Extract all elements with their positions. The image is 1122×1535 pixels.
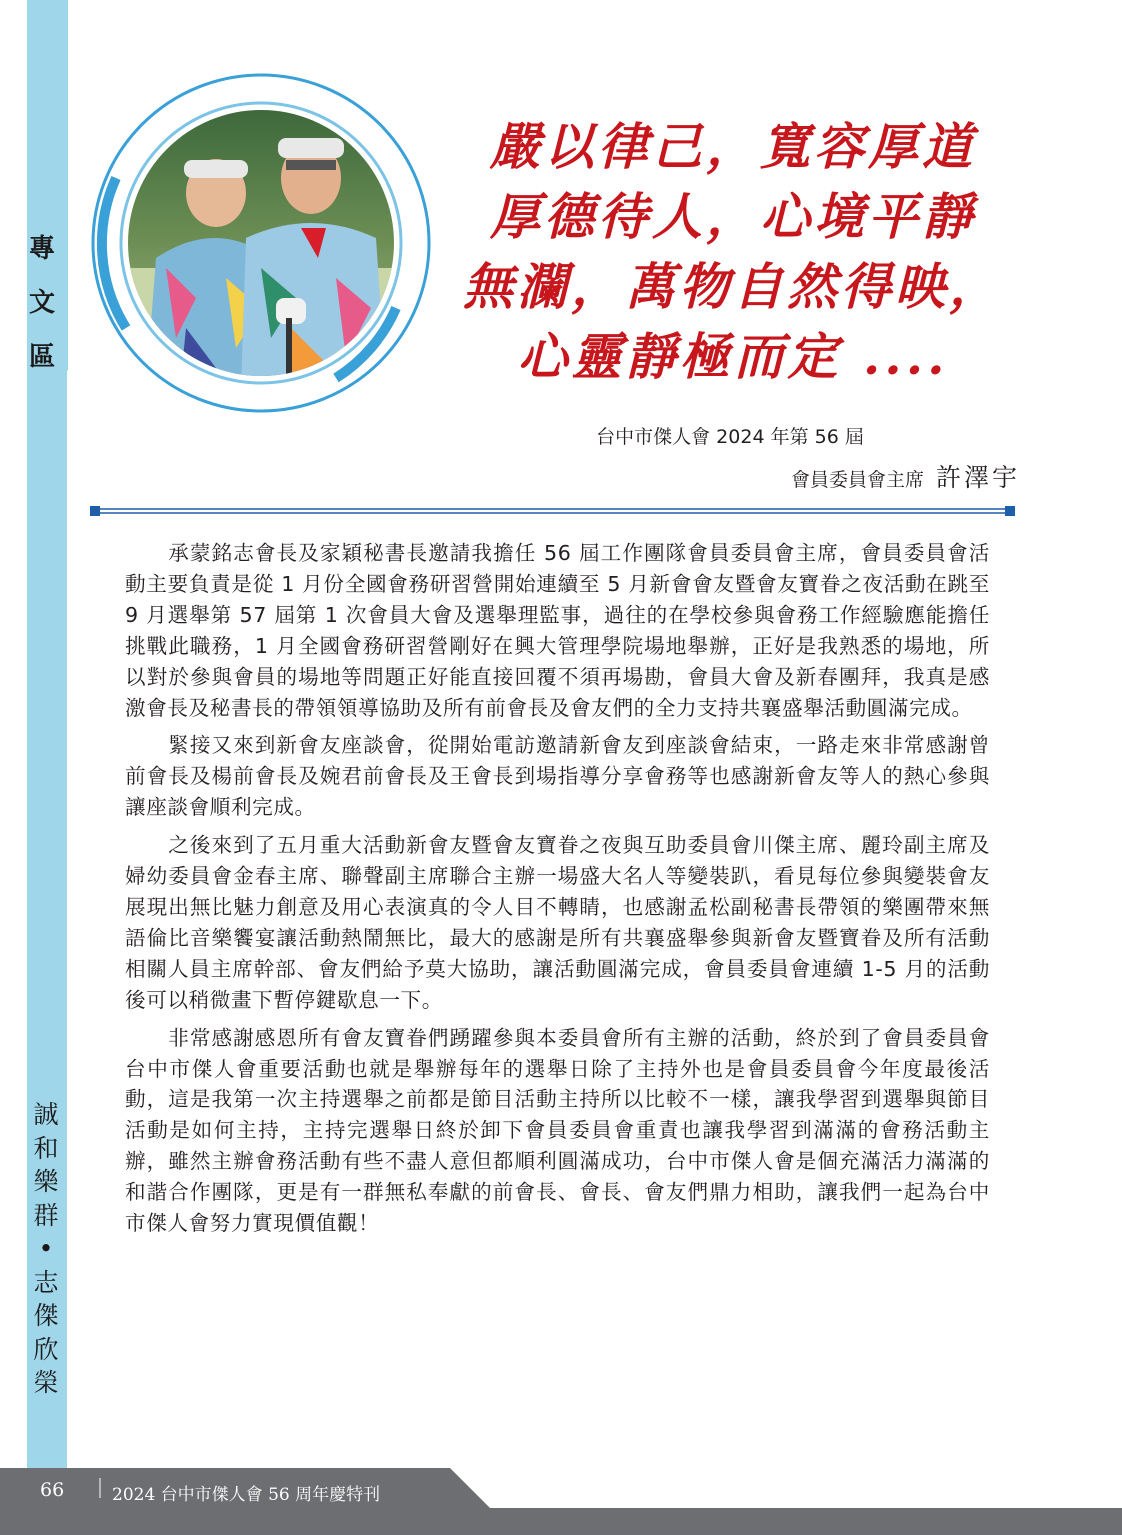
- paragraph: 承蒙銘志會長及家穎秘書長邀請我擔任 56 屆工作團隊會員委員會主席，會員委員會活動主要負責是從 1 月份全國會務研習營開始連續至 5 月新會會友暨會友寶眷之夜活動在跳至 9 月選舉第 57 屆第 1 次會員大會及選舉理監事，過往的在學校參與會務工作經驗應能擔任挑戰此職務，1 月全國會務研習營剛好在興大管理學院場地舉辦，正好是我熟悉的場地，所以對於參與會員的場地等問題正好能直接回覆不須再場勘，會員大會及新春團拜，我真是感激會長及秘書長的帶領領導協助及所有前會長及會友們的全力支持共襄盛舉活動圓滿完成。: [125, 541, 990, 720]
- author-photo: [86, 68, 436, 418]
- byline-org: 台中市傑人會 2024 年第 56 屆: [596, 426, 864, 448]
- title-line: 嚴以律己，寬容厚道: [490, 117, 976, 176]
- author-name: 許澤宇: [935, 463, 1020, 492]
- portrait-photo-icon: [86, 68, 436, 418]
- paragraph: 非常感謝感恩所有會友寶眷們踴躍參與本委員會所有主辦的活動，終於到了會員委員會台中市傑人會重要活動也就是舉辦每年的選舉日除了主持外也是會員委員會今年度最後活動，這是我第一次主持選舉之前都是節目活動主持所以比較不一樣，讓我學習到選舉與節目活動是如何主持，主持完選舉日終於卸下會員委員會重責也讓我學習到滿滿的會務活動主辦，雖然主辦會務活動有些不盡人意但都順利圓滿成功，台中市傑人會是個充滿活力滿滿的和諧合作團隊，更是有一群無私奉獻的前會長、會長、會友們鼎力相助，讓我們一起為台中市傑人會努力實現價值觀！: [125, 1025, 990, 1236]
- paragraph: 之後來到了五月重大活動新會友暨會友寶眷之夜與互助委員會川傑主席、麗玲副主席及婦幼委員會金春主席、聯聲副主席聯合主辦一場盛大名人等變裝趴，看見每位參與變裝會友展現出無比魅力創意及用心表演真的令人目不轉睛，也感謝孟松副秘書長帶領的樂團帶來無語倫比音樂饗宴讓活動熱鬧無比，最大的感謝是所有共襄盛舉參與新會友暨寶眷及所有活動相關人員主席幹部、會友們給予莫大協助，讓活動圓滿完成，會員委員會連續 1-5 月的活動後可以稍微畫下暫停鍵歇息一下。: [125, 833, 990, 1012]
- divider: [90, 505, 1015, 517]
- title-line: 無瀾，萬物自然得映，: [463, 257, 1003, 316]
- motto-vertical: 誠 和 樂 群 • 志 傑 欣 榮: [33, 1100, 59, 1397]
- paragraph: 緊接又來到新會友座談會，從開始電訪邀請新會友到座談會結束，一路走來非常感謝曾前會長及楊前會長及婉君前會長及王會長到場指導分享會務等也感謝新會友等人的熱心參與讓座談會順利完成。: [125, 733, 990, 820]
- article-body: [125, 538, 990, 1246]
- title-line: 心靈靜極而定 ....: [517, 327, 949, 386]
- page-number: 66: [40, 1479, 65, 1501]
- byline-author: [600, 458, 1020, 494]
- article-title: [438, 112, 1028, 392]
- title-line: 厚德待人，心境平靜: [490, 187, 976, 246]
- publication-title: 2024 台中市傑人會 56 周年慶特刊: [112, 1485, 381, 1505]
- author-role: 會員委員會主席: [790, 469, 924, 491]
- section-label: 專 文 區: [28, 234, 55, 372]
